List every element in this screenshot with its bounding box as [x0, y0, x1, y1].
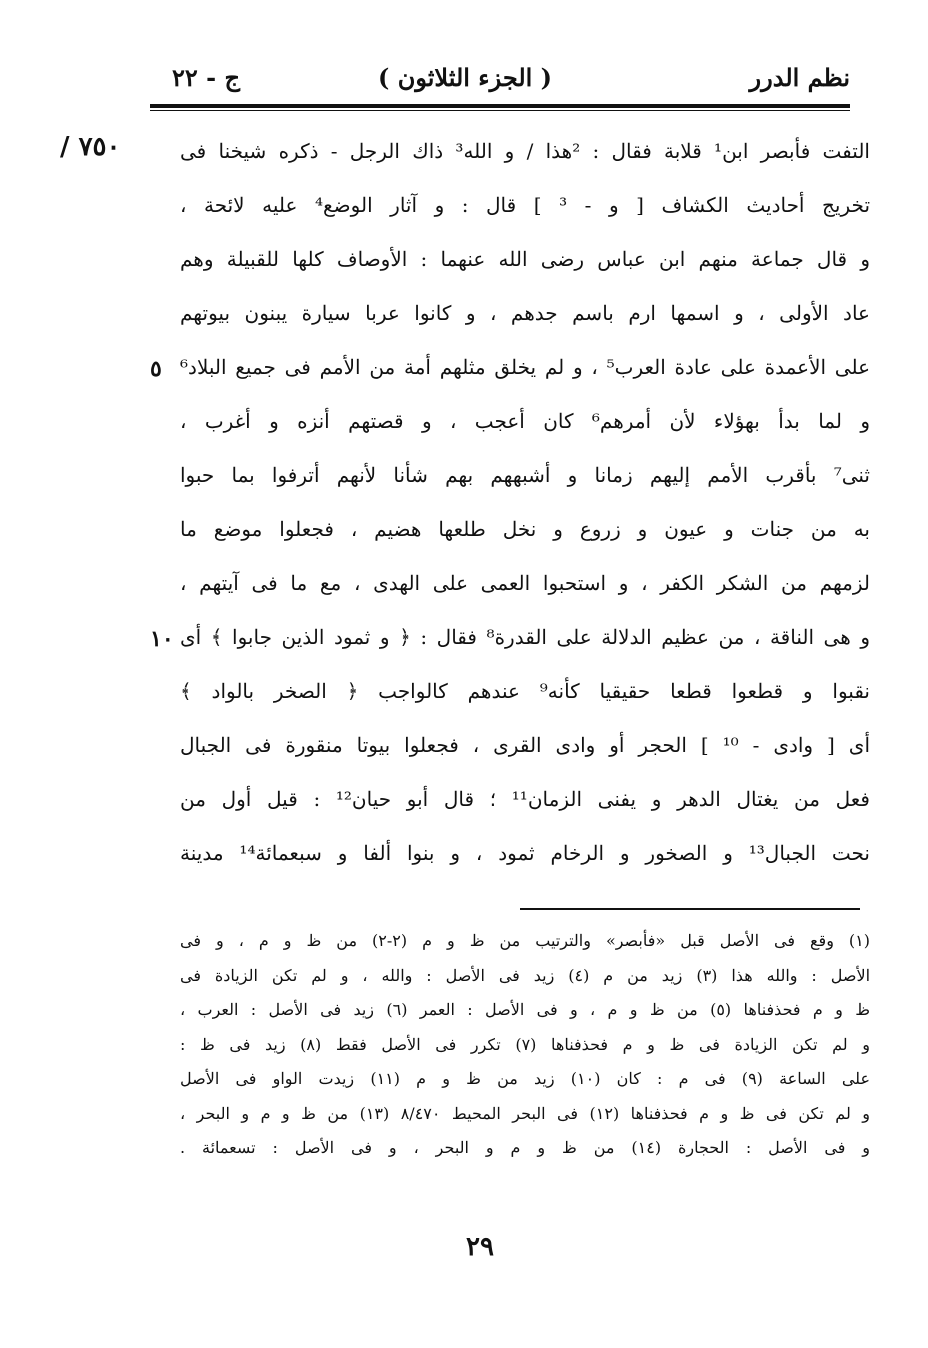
- text-line: على الأعمدة على عادة العرب⁵ ، و لم يخلق مثلهم أمة من الأمم فى جميع البلاد⁶: [180, 355, 870, 379]
- footnote-line: ظ و م فحذفناها (٥) من ظ و م ، و فى الأصل : العمر (٦) زيد فى الأصل : العرب ،: [180, 1000, 870, 1019]
- footnotes: [180, 924, 870, 1166]
- text-line: فعل من يغتال الدهر و يفنى الزمان¹¹ ؛ قال أبو حيان¹² : قيل أول من: [180, 787, 870, 811]
- header-rule-thin: [150, 110, 850, 111]
- volume-reference: ج - ٢٢: [172, 63, 240, 92]
- footnote-line: على الساعة (٩) فى م : كان (١٠) زيد من ظ و م (١١) زيدت الواو فى الأصل: [180, 1069, 870, 1088]
- page-number: ٢٩: [466, 1232, 494, 1262]
- text-line: نحت الجبال¹³ و الصخور و الرخام ثمود ، و بنوا ألفا و سبعمائة¹⁴ مدينة: [180, 841, 870, 865]
- text-line: و قال جماعة منهم ابن عباس رضى الله عنهما : الأوصاف كلها للقبيلة وهم: [180, 247, 870, 271]
- footnote-line: (١) وقع فى الأصل قبل «فأبصر» والترتيب من ظ و م (٢-٢) من ظ و م ، و فى: [180, 931, 870, 950]
- text-line: به من جنات و عيون و زروع و نخل طلعها هضيم ، فجعلوا موضع ما: [180, 517, 870, 541]
- text-line: و لما بدأ بهؤلاء لأن أمرهم⁶ كان أعجب ، و قصتهم أنزه و أغرب ،: [180, 409, 870, 433]
- manuscript-folio-marker: / ٧٥٠: [60, 132, 121, 162]
- footnote-line: و فى الأصل : الحجارة (١٤) من ظ و م و البحر ، و فى الأصل : تسعمائة .: [180, 1138, 870, 1157]
- text-line: ثنى⁷ بأقرب الأمم إليهم زمانا و أشبههم بهم شأنا لأنهم أترفوا بما حبوا: [180, 463, 870, 487]
- part-title: ( الجزء الثلاثون ): [377, 63, 553, 92]
- text-line: نقبوا و قطعوا قطعا حقيقيا كأنه⁹ عندهم كالواجب ﴿ الصخر بالواد ﴾: [180, 679, 870, 703]
- text-line: عاد الأولى ، و اسمها ارم باسم جدهم ، و كانوا عربا سيارة يبنون بيوتهم: [180, 301, 870, 325]
- header-rule-thick: [150, 104, 850, 108]
- text-line: و هى الناقة ، من عظيم الدلالة على القدرة⁸ فقال : ﴿ و ثمود الذين جابوا ﴾ أى: [180, 625, 870, 649]
- running-title: نظم الدرر: [749, 63, 850, 92]
- footnote-line: الأصل : والله هذا (٣) زيد من م (٤) زيد فى الأصل : والله ، و لم تكن الزيادة فى: [180, 965, 870, 985]
- footnote-line: و لم تكن فى ظ و م فحذفناها (١٢) فى البحر المحيط ٨/٤٧٠ (١٣) من ظ و م و البحر ،: [180, 1103, 870, 1123]
- main-text: [180, 124, 870, 880]
- footnote-line: و لم تكن الزيادة فى ظ و م فحذفناها (٧) تكرر فى الأصل فقط (٨) زيد فى ظ :: [180, 1034, 870, 1054]
- text-line: التفت فأبصر ابن¹ قلابة فقال : ²هذا / و الله³ ذاك الرجل - ذكره شيخنا فى: [180, 139, 870, 163]
- footnote-separator: [520, 908, 860, 910]
- line-number-5: ٥: [150, 356, 162, 382]
- text-line: تخريج أحاديث الكشاف [ و - ³ ] قال : و آثار الوضع⁴ عليه لائحة ،: [180, 193, 870, 217]
- text-line: أى [ وادى - ¹⁰ ] الحجر أو وادى القرى ، فجعلوا بيوتا منقورة فى الجبال: [180, 733, 870, 757]
- text-line: لزمهم من الشكر الكفر ، و استحبوا العمى على الهدى ، مع ما فى آيتهم ،: [180, 571, 870, 595]
- line-number-10: ١٠: [150, 626, 174, 652]
